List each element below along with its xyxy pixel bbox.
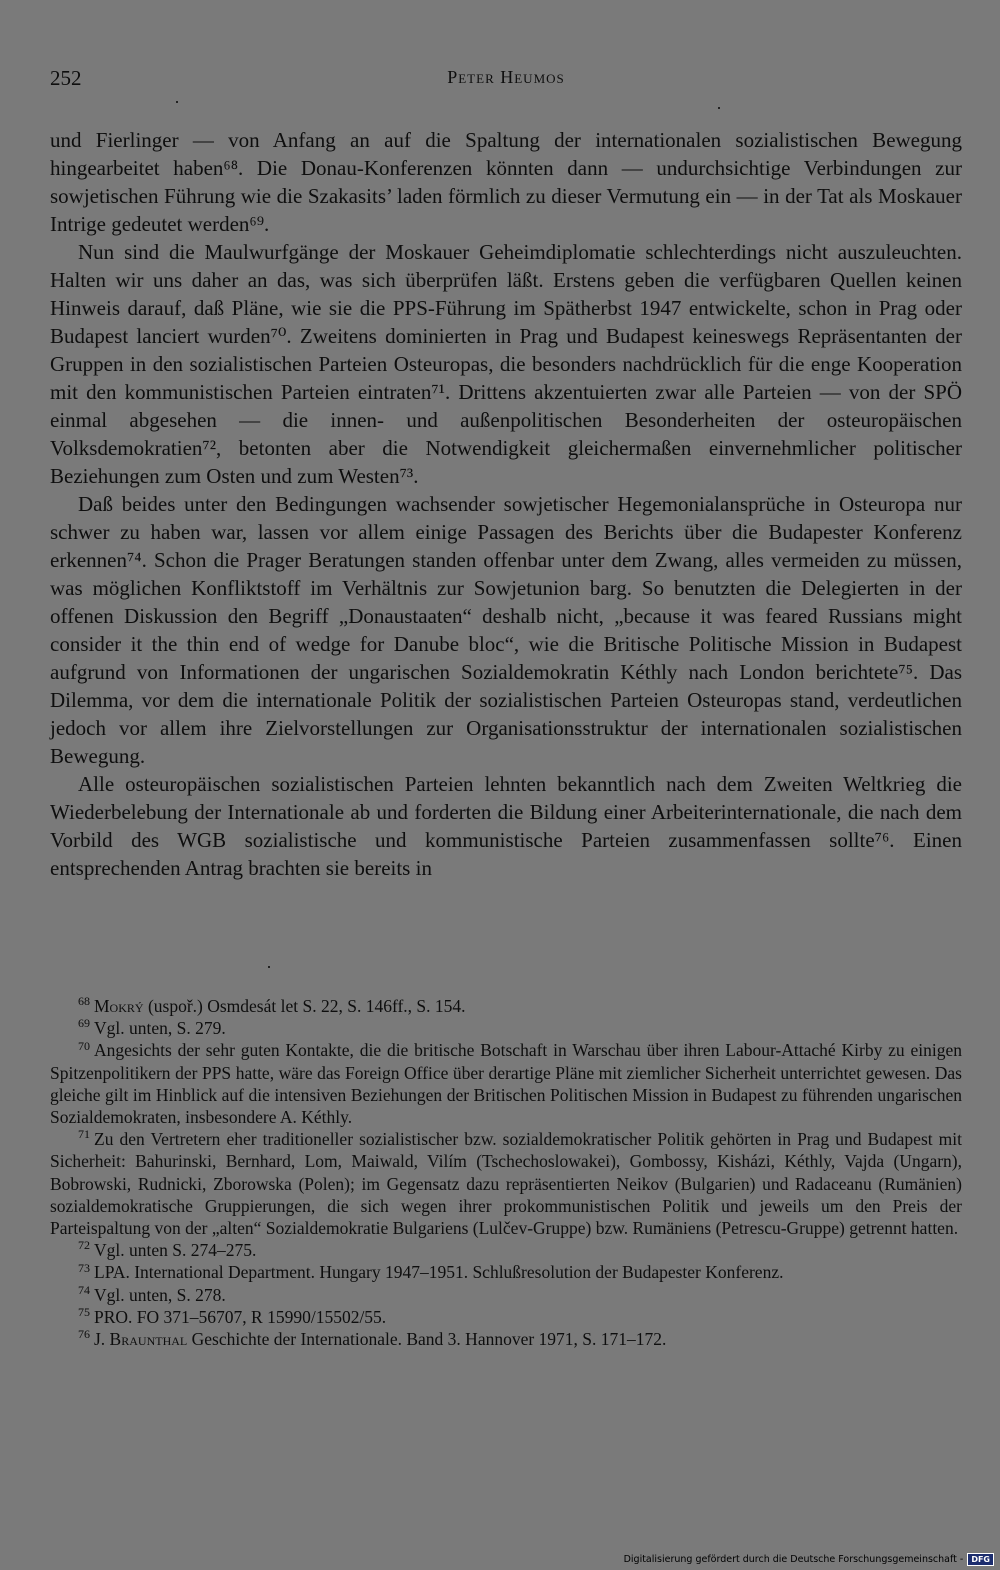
footnotes <box>50 995 962 1350</box>
paragraph: Daß beides unter den Bedingungen wachsender sowjetischer Hegemonialansprüche in Osteuropa nur schwer zu haben war, lassen vor allem einige Passagen des Berichts über die Budapester Konferenz erkennen⁷⁴. Schon die Prager Beratungen standen offenbar unter dem Zwang, alles vermeiden zu müssen, was möglichen Konfliktstoff im Verhältnis zur Sowjetunion barg. So benutzten die Delegierten in der offenen Diskussion den Begriff „Donaustaaten“ deshalb nicht, „because it was feared Russians might consider it the thin end of wedge for Danube bloc“, wie die Britische Politische Mission in Budapest aufgrund von Informationen der ungarischen Sozialdemokratin Kéthly nach London berichtete⁷⁵. Das Dilemma, vor dem die internationale Politik der sozialistischen Parteien Osteuropas stand, verdeutlichen jedoch vor allem ihre Zielvorstellungen zur Organisationsstruktur der internationalen sozialistischen Bewegung. <box>50 492 962 768</box>
paragraph: Nun sind die Maulwurfgänge der Moskauer Geheimdiplomatie schlechterdings nicht auszuleuchten. Halten wir uns daher an das, was sich überprüfen läßt. Erstens geben die verfügbaren Quellen keinen Hinweis darauf, daß Pläne, wie sie die PPS-Führung im Spätherbst 1947 entwickelte, schon in Prag oder Budapest lanciert wurden⁷⁰. Zweitens dominierten in Prag und Budapest keineswegs Repräsentanten der Gruppen in den sozialistischen Parteien Osteuropas, die besonders nachdrücklich für die enge Kooperation mit den kommunistischen Parteien eintraten⁷¹. Drittens akzentuierten zwar alle Parteien — von der SPÖ einmal abgesehen — die innen- und außenpolitischen Besonderheiten der osteuropäischen Volksdemokratien⁷², betonten aber die Notwendigkeit gleichermaßen einvernehmlicher politischer Beziehungen zum Osten und zum Westen⁷³. <box>50 240 962 488</box>
running-head: Peter Heumos <box>447 67 565 87</box>
page-number: 252 <box>50 66 82 90</box>
footnote: $^{68}$ Mokrý (uspoř.) Osmdesát let S. 22, S. 146ff., S. 154. <box>78 994 466 1016</box>
footnote: $^{76}$ J. Braunthal Geschichte der Internationale. Band 3. Hannover 1971, S. 171–172. <box>78 1327 667 1350</box>
footer-text: Digitalisierung gefördert durch die Deutsche Forschungsgemeinschaft - <box>623 1554 964 1565</box>
footnote: $^{72}$ Vgl. unten S. 274–275. <box>78 1238 257 1261</box>
scan-speck <box>176 101 178 103</box>
footnote: $^{74}$ Vgl. unten, S. 278. <box>78 1282 226 1305</box>
footnote: $^{70}$ Angesichts der sehr guten Kontakte, die die britische Botschaft in Warschau über ihren Labour-Attaché Kirby zu einigen Spitzenpolitikern der PPS hatte, wäre das Foreign Office über derartige Pläne mit ziemlicher Sicherheit unterrichtet gewesen. Das gleiche gilt im Hinblick auf die intensiven Beziehungen der Britischen Politischen Mission in Budapest zu führenden ungarischen Sozialdemokraten, insbesondere A. Kéthly. <box>50 1038 962 1128</box>
footnote: $^{75}$ PRO. FO 371–56707, R 15990/15502/55. <box>78 1305 387 1327</box>
paragraph: Alle osteuropäischen sozialistischen Parteien lehnten bekanntlich nach dem Zweiten Weltkrieg die Wiederbelebung der Internationale ab und forderten die Bildung einer Arbeiterinternationale, die nach dem Vorbild des WGB sozialistische und kommunistische Parteien zusammenfassen sollte⁷⁶. Einen entsprechenden Antrag brachten sie bereits in <box>50 772 962 880</box>
scan-speck <box>268 966 270 968</box>
digitization-footer <box>624 1553 994 1566</box>
scan-speck <box>718 107 720 109</box>
footnote: $^{73}$ LPA. International Department. Hungary 1947–1951. Schlußresolution der Budapester Konferenz. <box>78 1260 784 1283</box>
dfg-logo: DFG <box>967 1553 994 1566</box>
paragraph: und Fierlinger — von Anfang an auf die Spaltung der internationalen sozialistischen Bewegung hingearbeitet haben⁶⁸. Die Donau-Konferenzen könnten dann — undurchsichtige Verbindungen zur sowjetischen Führung wie die Szakasits’ laden förmlich zu dieser Vermutung ein — in der Tat als Moskauer Intrige gedeutet werden⁶⁹. <box>50 128 962 236</box>
main-text <box>50 126 962 882</box>
footnote: $^{71}$ Zu den Vertretern eher traditioneller sozialistischer bzw. sozialdemokratischer Politik gehörten in Prag und Budapest mit Sicherheit: Bahurinski, Bernhard, Lom, Maiwald, Vilím (Tschechoslowakei), Gombossy, Kisházi, Kéthly, Vajda (Ungarn), Bobrowski, Rudnicki, Zborowska (Polen); im Gegensatz dazu repräsentierten Neikov (Bulgarien) und Radaceanu (Rumänien) sozialdemokratische Gruppierungen, die sich wegen ihrer prokommunistischen Politik und jeweils um den Preis der Parteispaltung von der „alten“ Sozialdemokratie Bulgariens (Lulčev-Gruppe) bzw. Rumäniens (Petrescu-Gruppe) getrennt hatten. <box>50 1127 962 1239</box>
page-header <box>50 66 962 96</box>
footnote: $^{69}$ Vgl. unten, S. 279. <box>78 1016 226 1039</box>
